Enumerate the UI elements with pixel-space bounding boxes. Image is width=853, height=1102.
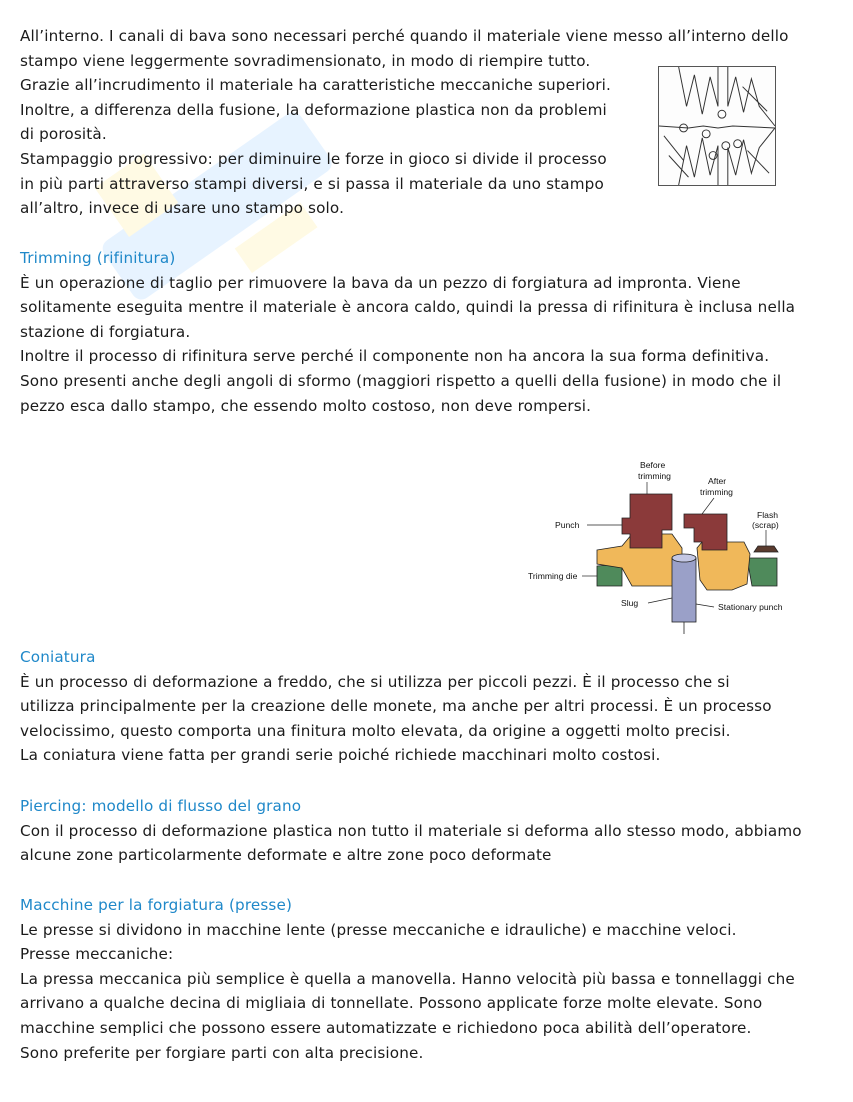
text-line: utilizza principalmente per la creazione delle monete, ma anche per altri processi. È un processo <box>20 697 772 716</box>
text-line: Le presse si dividono in macchine lente (presse meccaniche e idrauliche) e macchine veloci. <box>20 920 737 939</box>
die-sketch-figure <box>658 66 776 186</box>
trimming-diagram <box>522 458 797 636</box>
macchine-section <box>20 893 795 1065</box>
label-after-line1: After <box>708 476 727 486</box>
punch-after-shape <box>684 514 727 550</box>
label-stationary-punch: Stationary punch <box>718 602 783 612</box>
trimming-die-right-shape <box>747 558 777 586</box>
text-line: È un processo di deformazione a freddo, che si utilizza per piccoli pezzi. È il processo che si <box>20 672 730 691</box>
text-line: Grazie all’incrudimento il materiale ha caratteristiche meccaniche superiori. <box>20 76 612 95</box>
text-line: di porosità. <box>20 125 107 144</box>
text-line: Con il processo di deformazione plastica non tutto il materiale si deforma allo stesso modo, abbiamo <box>20 821 802 840</box>
text-line: alcune zone particolarmente deformate e altre zone poco deformate <box>20 846 552 865</box>
text-line: Inoltre, a differenza della fusione, la deformazione plastica non da problemi <box>20 100 607 119</box>
stationary-punch-shape <box>672 558 696 622</box>
text-line: All’interno. I canali di bava sono necessari perché quando il materiale viene messo all’interno dello <box>20 27 789 45</box>
section-heading: Trimming (rifinitura) <box>20 249 176 267</box>
text-line: La coniatura viene fatta per grandi serie poiché richiede macchinari molto costosi. <box>20 746 661 765</box>
section-heading: Macchine per la forgiatura (presse) <box>20 896 293 914</box>
section-heading: Coniatura <box>20 648 96 666</box>
piercing-section <box>20 794 802 868</box>
text-line: Sono presenti anche degli angoli di sformo (maggiori rispetto a quelli della fusione) in modo che il <box>20 371 782 390</box>
text-line: solitamente eseguita mentre il materiale è ancora caldo, quindi la pressa di rifinitura è inclusa nella <box>20 298 796 317</box>
label-slug: Slug <box>621 598 639 608</box>
text-line: stazione di forgiatura. <box>20 322 191 341</box>
coniatura-section <box>20 645 772 768</box>
text-line: all’altro, invece di usare uno stampo solo. <box>20 199 345 218</box>
text-line: Presse meccaniche: <box>20 945 174 964</box>
trimming-section <box>20 246 795 418</box>
text-line: macchine semplici che possono essere automatizzate e richiedono poca abilità dell’operatore. <box>20 1018 752 1037</box>
flash-shape <box>754 546 778 552</box>
text-line: La pressa meccanica più semplice è quella a manovella. Hanno velocità più bassa e tonnellaggi che <box>20 969 795 988</box>
text-line: pezzo esca dallo stampo, che essendo molto costoso, non deve rompersi. <box>20 396 592 415</box>
label-trimming-die: Trimming die <box>528 571 578 581</box>
label-before-line2: trimming <box>638 471 671 481</box>
label-before-line1: Before <box>640 460 666 470</box>
text-line: stampo viene leggermente sovradimensionato, in modo di riempire tutto. <box>20 51 591 70</box>
text-line: in più parti attraverso stampi diversi, e si passa il materiale da uno stampo <box>20 174 604 193</box>
text-line: Stampaggio progressivo: per diminuire le forze in gioco si divide il processo <box>20 149 607 168</box>
label-after-line2: trimming <box>700 487 733 497</box>
section-heading: Piercing: modello di flusso del grano <box>20 797 302 815</box>
text-line: Sono preferite per forgiare parti con alta precisione. <box>20 1043 424 1062</box>
label-flash-line1: Flash <box>757 510 779 520</box>
label-flash-line2: (scrap) <box>752 520 779 530</box>
text-line: velocissimo, questo comporta una finitura molto elevata, da origine a oggetti molto precisi. <box>20 721 731 740</box>
text-line: Inoltre il processo di rifinitura serve perché il componente non ha ancora la sua forma definitiva. <box>20 347 770 366</box>
text-line: È un operazione di taglio per rimuovere la bava da un pezzo di forgiatura ad impronta. Viene <box>20 273 741 292</box>
text-line: arrivano a qualche decina di migliaia di tonnellate. Possono applicate forze molte elevate. Sono <box>20 994 763 1013</box>
label-punch: Punch <box>555 520 580 530</box>
